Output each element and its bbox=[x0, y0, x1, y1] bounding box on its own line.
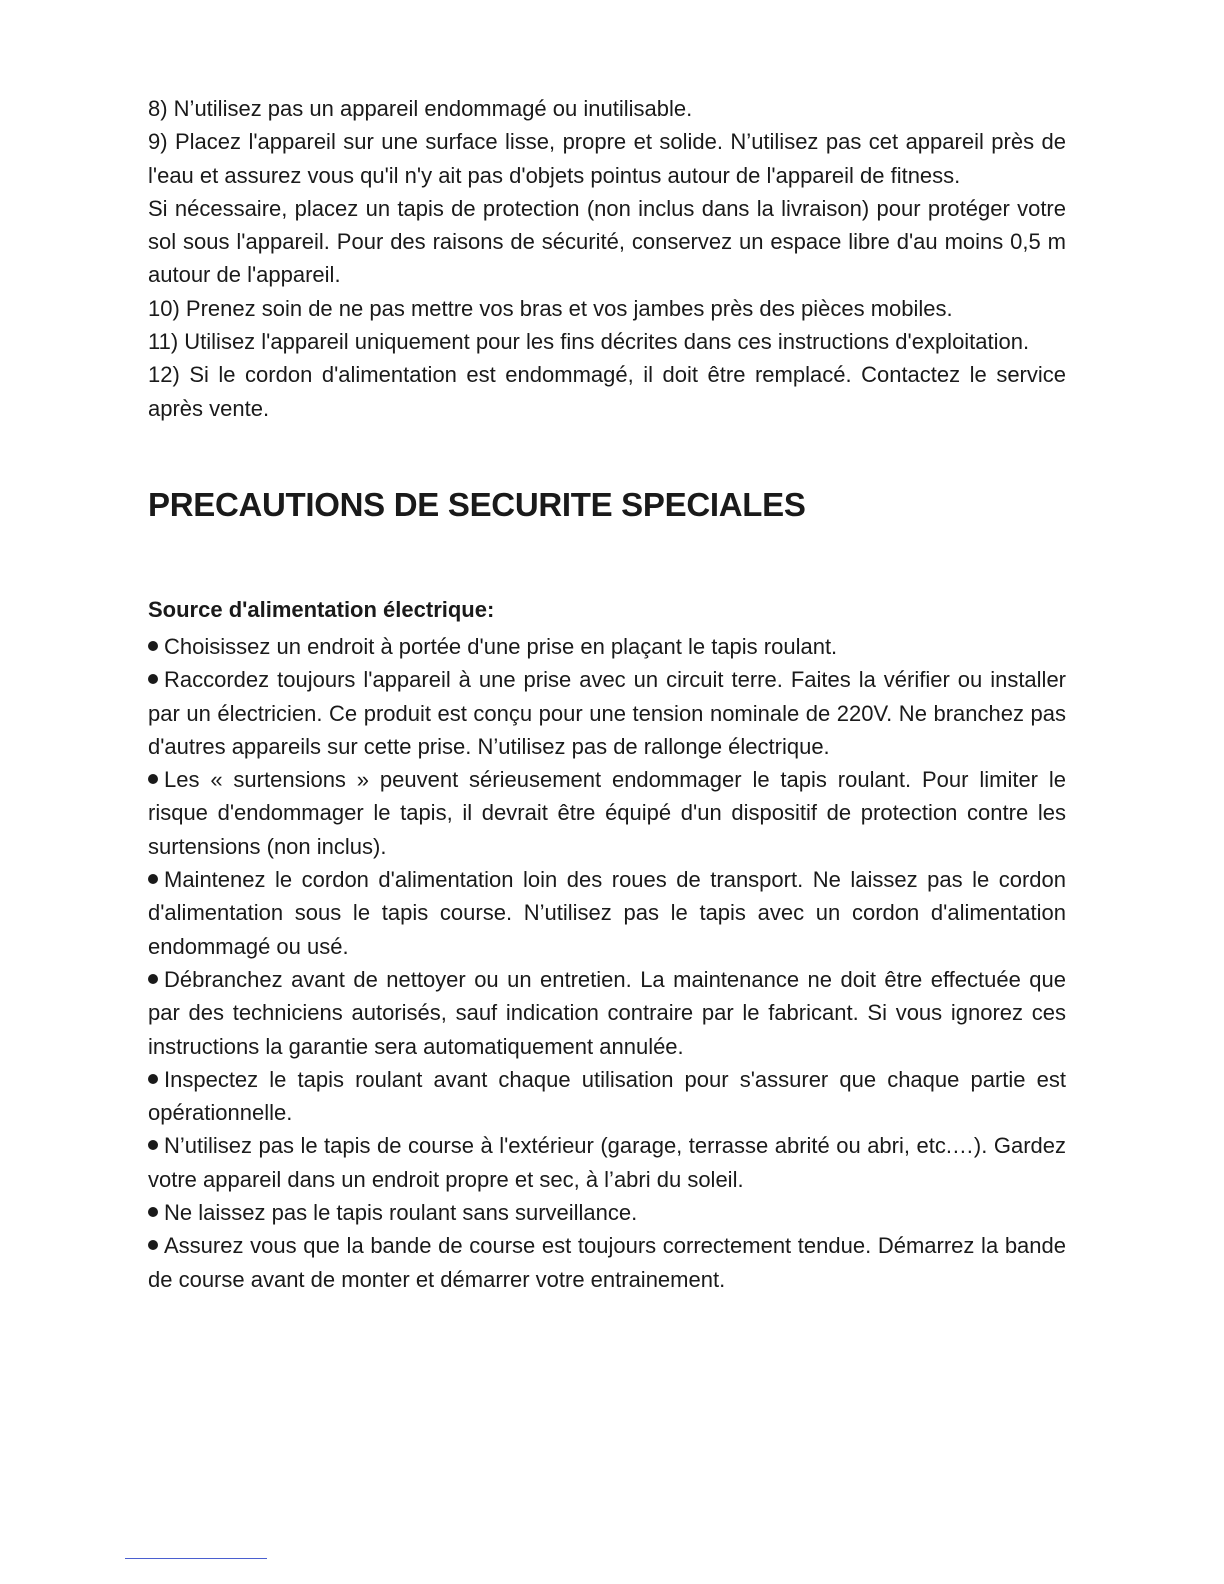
bullet-text: N’utilisez pas le tapis de course à l'extérieur (garage, terrasse abrité ou abri, etc.…). Gardez votre appareil dans un endroit propre et sec, à l’abri du soleil. bbox=[148, 1133, 1066, 1192]
bullet-icon bbox=[148, 1240, 158, 1250]
bullet-text: Maintenez le cordon d'alimentation loin des roues de transport. Ne laissez pas le cordon d'alimentation sous le tapis course. N’utilisez pas le tapis avec un cordon d'alimentation endommagé ou usé. bbox=[148, 867, 1066, 959]
intro-item-8: 8) N’utilisez pas un appareil endommagé ou inutilisable. bbox=[148, 96, 693, 121]
bullet-icon bbox=[148, 674, 158, 684]
bullet-icon bbox=[148, 774, 158, 784]
power-source-subheading: Source d'alimentation électrique: bbox=[148, 596, 495, 622]
bullet-text: Ne laissez pas le tapis roulant sans surveillance. bbox=[164, 1200, 638, 1226]
bullet-text: Débranchez avant de nettoyer ou un entretien. La maintenance ne doit être effectuée que par des techniciens autorisés, sauf indication contraire par le fabricant. Si vous ignorez ces instructions la garantie sera automatiquement annulée. bbox=[148, 966, 1066, 1059]
power-source-bullet-list bbox=[148, 630, 1066, 1296]
bullet-item bbox=[148, 630, 1066, 663]
bullet-item bbox=[148, 663, 1066, 763]
bullet-text: Raccordez toujours l'appareil à une prise avec un circuit terre. Faites la vérifier ou installer par un électricien. Ce produit est conçu pour une tension nominale de 220V. Ne branchez pas d'autres appareils sur cette prise. N’utilisez pas de rallonge électrique. bbox=[148, 667, 1066, 759]
bullet-text: Choisissez un endroit à portée d'une prise en plaçant le tapis roulant. bbox=[164, 633, 838, 659]
bullet-text: Inspectez le tapis roulant avant chaque utilisation pour s'assurer que chaque partie est opérationnelle. bbox=[148, 1066, 1066, 1126]
bullet-text: Assurez vous que la bande de course est toujours correctement tendue. Démarrez la bande de course avant de monter et démarrer votre entrainement. bbox=[148, 1233, 1066, 1292]
bullet-item bbox=[148, 1129, 1066, 1196]
bullet-item bbox=[148, 863, 1066, 963]
bullet-item bbox=[148, 963, 1066, 1063]
bullet-icon bbox=[148, 1207, 158, 1217]
intro-item-9: 9) Placez l'appareil sur une surface lisse, propre et solide. N’utilisez pas cet appareil près de l'eau et assurez vous qu'il n'y ait pas d'objets pointus autour de l'appareil de fitness. bbox=[148, 129, 1066, 188]
intro-item-9-note: Si nécessaire, placez un tapis de protection (non inclus dans la livraison) pour protéger votre sol sous l'appareil. Pour des raisons de sécurité, conservez un espace libre d'au moins 0,5 m autour de l'appareil. bbox=[148, 195, 1066, 288]
bullet-item bbox=[148, 1229, 1066, 1296]
document-page bbox=[148, 92, 1066, 1296]
bullet-icon bbox=[148, 974, 158, 984]
footnote-divider bbox=[125, 1558, 267, 1559]
intro-item-11: 11) Utilisez l'appareil uniquement pour les fins décrites dans ces instructions d'exploitation. bbox=[148, 329, 1030, 355]
intro-item-12: 12) Si le cordon d'alimentation est endommagé, il doit être remplacé. Contactez le service après vente. bbox=[148, 362, 1066, 421]
bullet-icon bbox=[148, 1140, 158, 1150]
bullet-item bbox=[148, 1063, 1066, 1130]
bullet-icon bbox=[148, 874, 158, 884]
bullet-text: Les « surtensions » peuvent sérieusement endommager le tapis roulant. Pour limiter le risque d'endommager le tapis, il devrait être équipé d'un dispositif de protection contre les surtensions (non inclus). bbox=[148, 767, 1066, 859]
bullet-icon bbox=[148, 1074, 158, 1084]
bullet-item bbox=[148, 1196, 1066, 1229]
bullet-icon bbox=[148, 641, 158, 651]
bullet-item bbox=[148, 763, 1066, 863]
intro-item-10: 10) Prenez soin de ne pas mettre vos bras et vos jambes près des pièces mobiles. bbox=[148, 295, 953, 321]
section-heading: PRECAUTIONS DE SECURITE SPECIALES bbox=[148, 485, 806, 523]
